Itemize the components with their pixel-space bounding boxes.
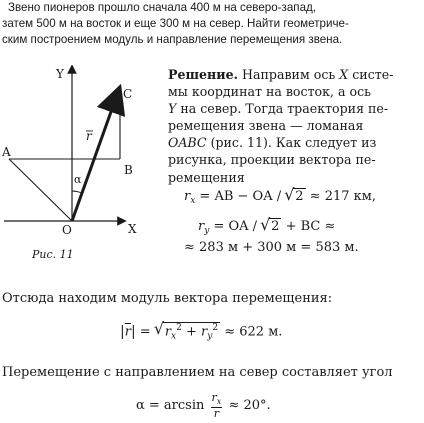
problem-statement — [2, 0, 422, 49]
sqrt-2-a: √ 2 — [284, 185, 304, 204]
formula-ry-line2: ≈ 283 м + 300 м = 583 м. — [184, 240, 359, 255]
formula-angle: α = arcsin $\frac{r_x}{r}$ ≈ 20°. — [136, 391, 271, 420]
solution-line-5: OABC (рис. 11). Как следует из — [168, 135, 377, 151]
figure-caption: Рис. 11 — [32, 248, 74, 261]
bottom-line-1: Отсюда находим модуль вектора перемещения: — [2, 291, 333, 306]
solution-line-3: Y на север. Тогда траектория пе- — [168, 101, 389, 117]
alpha-arc — [72, 191, 82, 193]
solution-line-4: ремещения звена — ломаная — [168, 118, 364, 134]
solution-heading: Решение. — [168, 67, 238, 82]
label-x: X — [128, 222, 137, 236]
label-c: C — [123, 87, 133, 101]
figure-11 — [0, 65, 160, 275]
formula-modulus: $|\overline{r}|$ = √ $r_x^2 + r_y^2 \approx 622$ м. — [120, 319, 283, 342]
solution-line-2: мы координат на восток, а ось — [168, 84, 372, 100]
label-b: B — [124, 163, 133, 177]
label-y: Y — [56, 67, 64, 81]
solution-line-1: Решение. Направим ось X систе- — [168, 67, 394, 82]
solution-line-6: рисунка, проекции вектора пе- — [168, 152, 376, 168]
formula-rx: $r_x$ = AB − OA / √ 2 ≈ 217 км, — [184, 185, 377, 206]
problem-line-2: затем 500 м на восток и еще 300 м на север. Найти геометриче- — [2, 17, 349, 31]
bottom-line-2: Перемещение с направлением на север составляет угол — [2, 365, 393, 380]
displacement-vector — [72, 95, 117, 221]
path-oa — [9, 159, 72, 221]
label-alpha: α — [74, 173, 82, 186]
problem-line-1: Звено пионеров прошло сначала 400 м на северо-запад, — [8, 1, 317, 14]
sqrt-2-b: √ 2 — [260, 215, 280, 234]
formula-ry: $r_y$ = OA / √ 2 + BC ≈ — [198, 215, 336, 236]
label-a: A — [2, 145, 11, 159]
label-r: r — [86, 129, 92, 143]
problem-line-3: ским построением модуль и направление перемещения звена. — [2, 33, 343, 47]
solution-text — [168, 66, 422, 186]
solution-line-7: ремещения — [168, 169, 245, 185]
angle-fraction: $\frac{r_x}{r}$ — [211, 391, 222, 420]
label-o: O — [62, 223, 72, 237]
figure-diagram — [0, 65, 160, 245]
